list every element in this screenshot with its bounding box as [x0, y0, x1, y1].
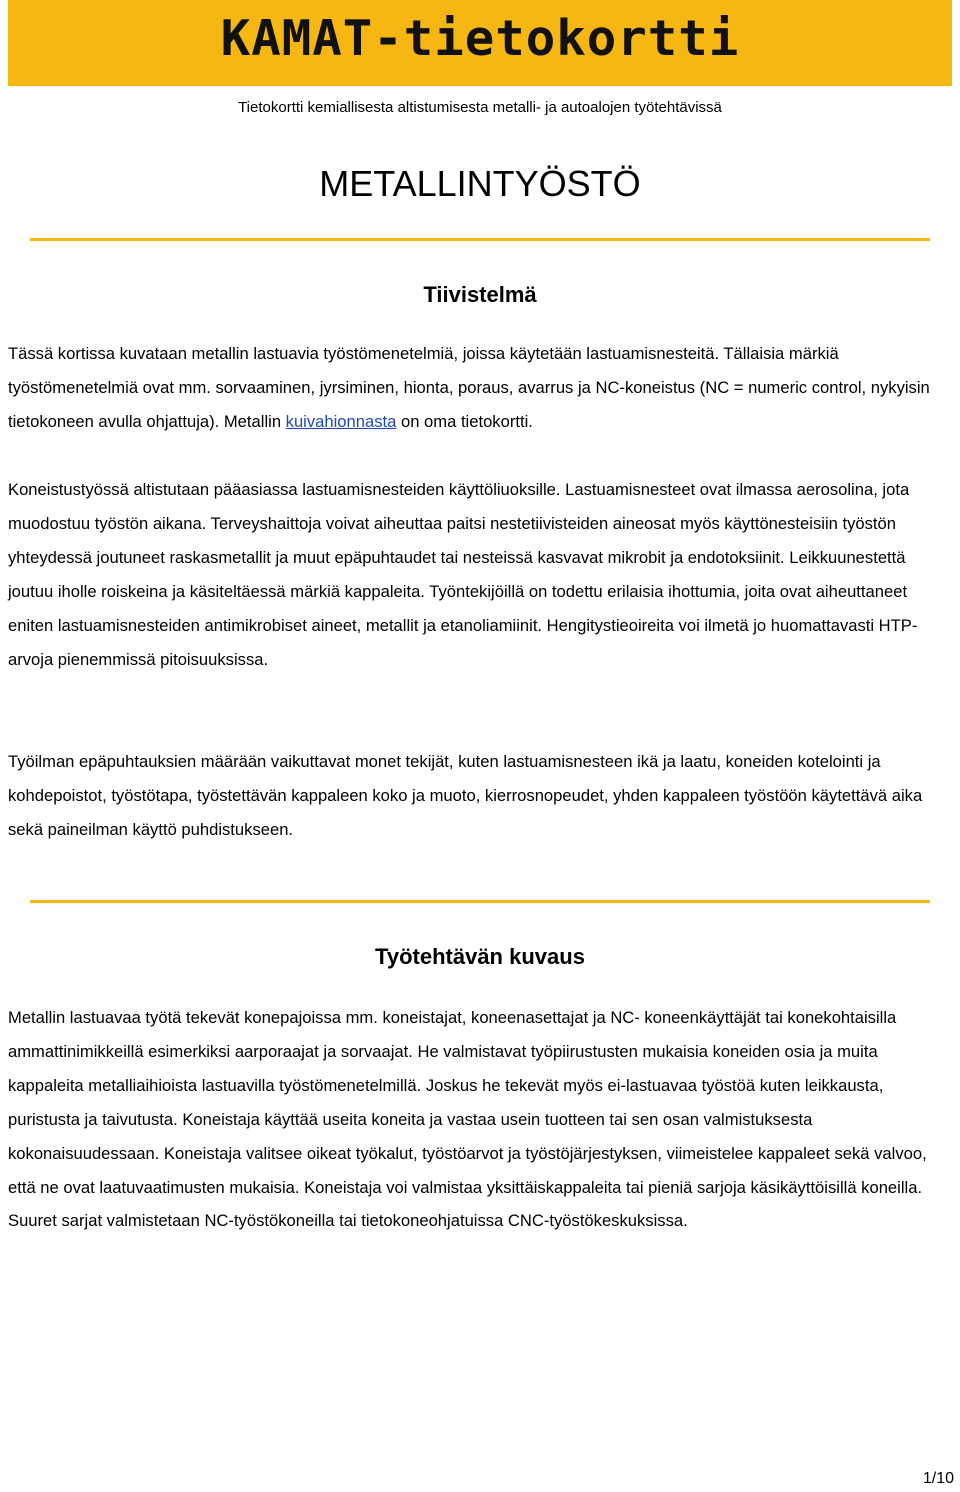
summary-heading: Tiivistelmä — [423, 282, 537, 307]
divider-middle — [30, 900, 930, 903]
task-heading: Työtehtävän kuvaus — [375, 944, 585, 969]
document-subtitle: Tietokortti kemiallisesta altistumisesta metalli- ja autoalojen työtehtävissä — [238, 99, 722, 116]
page-number: 1/10 — [922, 1470, 954, 1487]
summary-text-end: on oma tietokortti. — [396, 411, 533, 431]
task-paragraph: Metallin lastuavaa työtä tekevät konepajoissa mm. koneistajat, koneenasettajat ja NC- koneenkäyttäjät tai konekohtaisilla ammattinimikkeillä esimerkiksi aarporaajat ja sorvaajat. He valmistavat työpiirustusten mukaisia koneiden osia ja muita kappaleita metalliaihioista lastuavilla työstömenetelmillä. Joskus he tekevät myös ei-lastuavaa työstöä kuten leikkausta, puristusta ja taivutusta. Koneistaja käyttää useita koneita ja vastaa usein tuotteen tai sen osan valmistuksesta kokonaisuudessaan. Koneistaja valitsee oikeat työkalut, työstöarvot ja työstöjärjestyksen, viimeistelee kappaleet sekä valvoo, että ne ovat laatuvaatimusten mukaisia. Koneistaja voi valmistaa yksittäiskappaleita tai pieniä sarjoja käsikäyttöisillä koneilla. Suuret sarjat valmistetaan NC-työstökoneilla tai tietokoneohjatuissa CNC-työstökeskuksissa. — [8, 1008, 927, 1231]
banner-title: KAMAT-tietokortti — [220, 10, 740, 67]
page-title: METALLINTYÖSTÖ — [319, 163, 641, 204]
summary-paragraph-1 — [8, 337, 948, 439]
summary-paragraph-2: Koneistustyössä altistutaan pääasiassa lastuamisnesteiden käyttöliuoksille. Lastuamisnesteet ovat ilmassa aerosolina, jota muodostuu työstön aikana. Terveyshaittoja voivat aiheuttaa paitsi nestetiivisteiden aineosat myös käyttönesteisiin työstön yhteydessä joutuneet raskasmetallit ja muut epäpuhtaudet tai nesteissä kasvavat mikrobit ja endotoksiinit. Leikkuunestettä joutuu iholle roiskeina ja käsiteltäessä märkiä kappaleita. Työntekijöillä on todettu erilaisia ihottumia, joita ovat aiheuttaneet eniten lastuamisnesteiden antimikrobiset aineet, metallit ja etanoliamiinit. Hengitystieoireita voi ilmetä jo huomattavasti HTP-arvoja pienemmissä pitoisuuksissa. — [8, 480, 918, 669]
header-banner — [8, 0, 952, 86]
divider-top — [30, 238, 930, 241]
summary-text: Tässä kortissa kuvataan metallin lastuavia työstömenetelmiä, joissa käytetään lastuamisnesteitä. Tällaisia märkiä työstömenetelmiä ovat mm. sorvaaminen, jyrsiminen, hionta, poraus, avarrus ja NC-koneistus (NC = numeric control, nykyisin tietokoneen avulla ohjattuja). Metallin — [8, 344, 930, 431]
kuivahionta-link[interactable]: kuivahionnasta — [285, 411, 397, 431]
summary-paragraph-3: Työilman epäpuhtauksien määrään vaikuttavat monet tekijät, kuten lastuamisnesteen ikä ja laatu, koneiden kotelointi ja kohdepoistot, työstötapa, työstettävän kappaleen koko ja muoto, kierrosnopeudet, yhden kappaleen työstöön käytettävä aika sekä paineilman käyttö puhdistukseen. — [8, 752, 923, 839]
